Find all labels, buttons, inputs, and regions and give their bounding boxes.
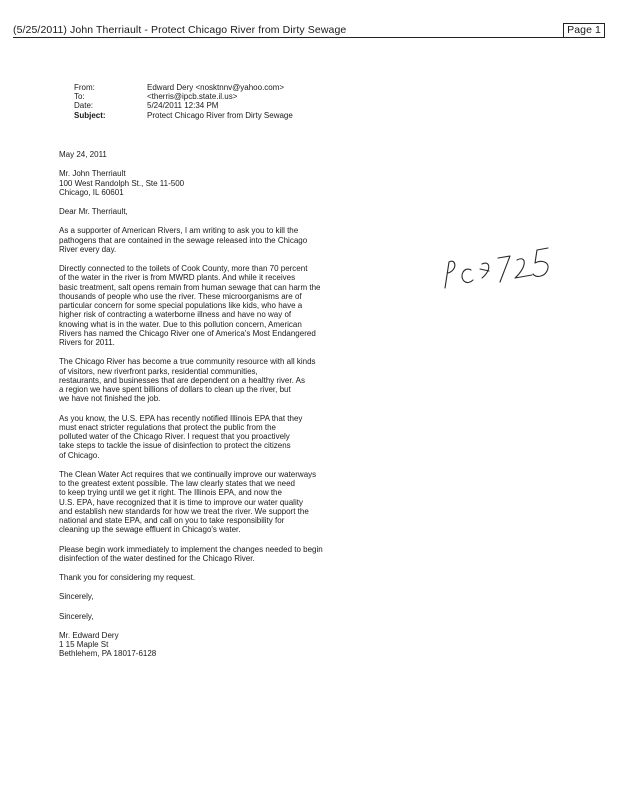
closing-line: Sincerely, [59,592,94,602]
paragraph: Thank you for considering my request. [59,573,196,582]
document-header [13,24,605,38]
paragraph: Directly connected to the toilets of Cook County, more than 70 percent of the water in the river is from MWRD plants. And while it receives basic treatment, salt opens remain from human sewage that can harm the thousands of people who use the river. These microorganisms are of particular concern for some special populations like kids, who have a higher risk of contracting a waterborne illness and have no way of knowing what is in the water. Due to this pollution concern, American Rivers has named the Chicago River one of America's Most Endangered Rivers for 2011. [59,264,321,347]
from-value: Edward Dery <nosktnnv@yahoo.com> [147,83,285,92]
paragraph: As you know, the U.S. EPA has recently notified Illinois EPA that they must enact stricter regulations that protect the public from the polluted water of the Chicago River. I request that you proactively take steps to tackle the issue of disinfection to protect the citizens of Chicago. [59,413,303,460]
meta-row-date [74,101,293,110]
subject-label: Subject: [74,110,106,120]
page-number-badge: Page 1 [563,23,605,38]
recipient-address: Mr. John Therriault 100 West Randolph St., Ste 11-500 Chicago, IL 60601 [59,169,185,197]
to-value: <therris@ipcb.state.il.us> [147,92,238,102]
date-value: 5/24/2011 12:34 PM [147,101,219,111]
letter-date: May 24, 2011 [59,150,107,159]
paragraph: Please begin work immediately to implement the changes needed to begin disinfection of the water destined for the Chicago River. [59,544,323,563]
header-title: (5/25/2011) John Therriault - Protect Chicago River from Dirty Sewage [13,24,347,36]
paragraph: The Clean Water Act requires that we continually improve our waterways to the greatest extent possible. The law clearly states that we need to keep trying until we get it right. The Illinois EPA, and now the U.S. EPA, have recognized that it is time to improve our water quality and establish new standards for how we treat the river. We support the national and state EPA, and call on you to take responsibility for cleaning up the sewage effluent in Chicago's water. [59,469,317,535]
paragraph: As a supporter of American Rivers, I am writing to ask you to kill the pathogens that are contained in the sewage released into the Chicago River every day. [59,226,308,254]
salutation: Dear Mr. Therriault, [59,207,128,216]
subject-value: Protect Chicago River from Dirty Sewage [147,110,293,120]
date-label: Date: [74,101,94,111]
closing-block [59,592,404,658]
from-label: From: [74,83,95,92]
email-metadata [74,83,293,120]
letter-body [59,150,404,669]
meta-row-from [74,83,293,92]
to-label: To: [74,92,85,102]
meta-row-subject [74,111,293,120]
closing-line: Sincerely, [59,611,94,621]
handwritten-annotation [440,240,580,300]
meta-row-to [74,92,293,101]
signature-block: Mr. Edward Dery 1 15 Maple St Bethlehem, PA 18017-6128 [59,630,157,659]
paragraph: The Chicago River has become a true community resource with all kinds of visitors, new riverfront parks, residential communities, restaurants, and businesses that are dependent on a healthy river. As a region we have spent billions of dollars to clean up the river, but we have not finished the job. [59,357,316,404]
